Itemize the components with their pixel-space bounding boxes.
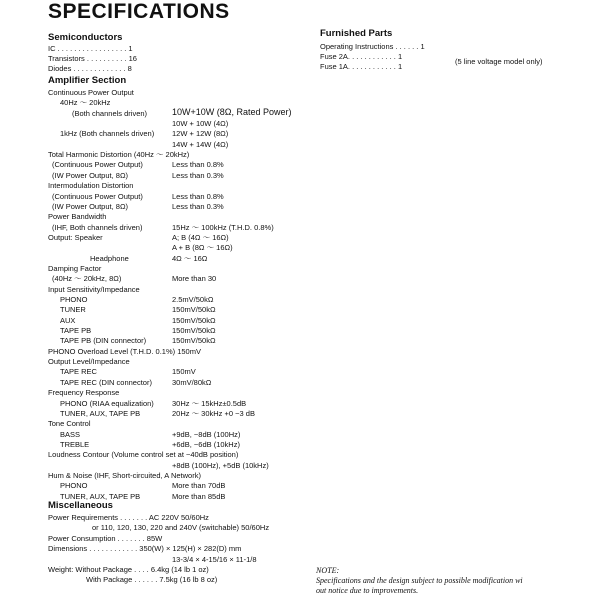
amplifier-spec-value: 150mV/50kΩ xyxy=(172,336,216,346)
amplifier-spec-value: 30mV/80kΩ xyxy=(172,377,212,387)
amplifier-spec-label: TAPE PB (DIN connector) xyxy=(60,336,147,346)
amplifier-spec-label: TUNER, AUX, TAPE PB xyxy=(60,408,141,418)
misc-spec-line: Weight: Without Package . . . . 6.4kg (14 lb 1 oz) xyxy=(48,565,209,574)
amplifier-spec-label: Tone Control xyxy=(48,419,91,429)
furnished-heading: Furnished Parts xyxy=(320,28,393,39)
amplifier-spec-value: 10W+10W (8Ω, Rated Power) xyxy=(172,106,292,117)
amplifier-spec-label: (40Hz ～ 20kHz, 8Ω) xyxy=(52,274,122,284)
amplifier-spec-label: (IW Power Output, 8Ω) xyxy=(52,201,129,211)
amplifier-spec-label: (Both channels driven) xyxy=(72,108,148,118)
amplifier-spec-value: 150mV/50kΩ xyxy=(172,315,216,325)
misc-spec-line: Dimensions . . . . . . . . . . . . 350(W) × 125(H) × 282(D) mm xyxy=(48,544,242,554)
amplifier-spec-label: 1kHz (Both channels driven) xyxy=(60,129,155,139)
misc-spec-line: With Package . . . . . . 7.5kg (16 lb 8 oz) xyxy=(86,575,218,585)
furnished-fuse-1a: Fuse 1A. . . . . . . . . . . . 1 xyxy=(320,62,403,71)
page-title: SPECIFICATIONS xyxy=(48,0,230,23)
amplifier-spec-label: BASS xyxy=(60,429,81,439)
semiconductor-transistors: Transistors . . . . . . . . . . 16 xyxy=(48,54,137,63)
amplifier-spec-value: More than 30 xyxy=(172,274,217,284)
amplifier-heading: Amplifier Section xyxy=(48,75,127,86)
furnished-fuse-2a: Fuse 2A. . . . . . . . . . . . 1 xyxy=(320,52,403,61)
amplifier-spec-label: TAPE REC (DIN connector) xyxy=(60,377,152,387)
amplifier-spec-label: Headphone xyxy=(90,253,129,263)
note-heading: NOTE: xyxy=(316,566,340,575)
amplifier-spec-label: PHONO (RIAA equalization) xyxy=(60,398,154,408)
amplifier-spec-label: Total Harmonic Distortion (40Hz ～ 20kHz) xyxy=(48,150,190,160)
amplifier-spec-label: Output: Speaker xyxy=(48,232,103,242)
misc-spec-line: or 110, 120, 130, 220 and 240V (switchable) 50/60Hz xyxy=(92,523,270,533)
amplifier-spec-value: 12W + 12W (8Ω) xyxy=(172,129,229,139)
amplifier-spec-value: Less than 0.3% xyxy=(172,201,224,211)
amplifier-spec-label: (IHF, Both channels driven) xyxy=(52,222,143,232)
amplifier-spec-value: 2.5mV/50kΩ xyxy=(172,295,214,304)
amplifier-spec-label: (Continuous Power Output) xyxy=(52,160,143,170)
amplifier-spec-label: TUNER xyxy=(60,305,86,315)
amplifier-spec-value: 20Hz ～ 30kHz +0 −3 dB xyxy=(172,408,255,418)
amplifier-spec-value: 150mV/50kΩ xyxy=(172,326,216,336)
amplifier-spec-value: More than 70dB xyxy=(172,481,226,491)
amplifier-spec-value: 14W + 14W (4Ω) xyxy=(172,139,229,149)
furnished-instructions: Operating Instructions . . . . . . 1 xyxy=(320,42,425,51)
amplifier-spec-value: 4Ω ～ 16Ω xyxy=(172,253,208,263)
amplifier-spec-label: Loudness Contour (Volume control set at −40dB position) xyxy=(48,450,239,460)
semiconductor-diodes: Diodes . . . . . . . . . . . . . 8 xyxy=(48,64,132,73)
amplifier-spec-label: 40Hz ～ 20kHz xyxy=(60,98,111,108)
amplifier-spec-value: Less than 0.8% xyxy=(172,160,224,170)
amplifier-spec-label: Frequency Response xyxy=(48,388,120,398)
fuse-note: (5 line voltage model only) xyxy=(455,57,543,66)
semiconductors-heading: Semiconductors xyxy=(48,32,123,43)
amplifier-spec-label: AUX xyxy=(60,315,76,325)
amplifier-spec-value: 10W + 10W (4Ω) xyxy=(172,119,229,129)
amplifier-spec-value: A + B (8Ω ～ 16Ω) xyxy=(172,243,233,253)
amplifier-spec-value: +9dB, −8dB (100Hz) xyxy=(172,429,241,439)
amplifier-spec-label: Input Sensitivity/Impedance xyxy=(48,284,140,294)
amplifier-spec-label: Continuous Power Output xyxy=(48,88,134,97)
amplifier-spec-label: TUNER, AUX, TAPE PB xyxy=(60,491,141,501)
amplifier-spec-value: Less than 0.8% xyxy=(172,191,224,201)
amplifier-spec-label: Intermodulation Distortion xyxy=(48,181,134,191)
amplifier-spec-value: Less than 0.3% xyxy=(172,170,224,180)
amplifier-spec-value: +6dB, −6dB (10kHz) xyxy=(172,439,240,449)
misc-spec-line: Power Consumption . . . . . . . 85W xyxy=(48,533,163,543)
amplifier-spec-label: TAPE REC xyxy=(60,367,97,377)
amplifier-spec-label: TAPE PB xyxy=(60,326,92,336)
amplifier-spec-label: (IW Power Output, 8Ω) xyxy=(52,170,129,180)
amplifier-spec-value: 30Hz ～ 15kHz±0.5dB xyxy=(172,398,247,408)
amplifier-spec-label: PHONO Overload Level (T.H.D. 0.1%) 150mV xyxy=(48,346,201,356)
amplifier-spec-label: Power Bandwidth xyxy=(48,212,107,222)
amplifier-spec-value: 15Hz ～ 100kHz (T.H.D. 0.8%) xyxy=(172,222,274,232)
amplifier-spec-value: 150mV/50kΩ xyxy=(172,305,216,315)
amplifier-spec-label: PHONO xyxy=(60,481,88,491)
semiconductor-ic: IC . . . . . . . . . . . . . . . . . 1 xyxy=(48,44,133,53)
amplifier-spec-value: A; B (4Ω ～ 16Ω) xyxy=(172,232,229,242)
amplifier-spec-value: +8dB (100Hz), +5dB (10kHz) xyxy=(172,460,269,470)
note-line-1: Specifications and the design subject to possible modification wi xyxy=(316,576,523,585)
misc-spec-line: 13-3/4 × 4-15/16 × 11-1/8 xyxy=(172,554,257,564)
amplifier-spec-label: Damping Factor xyxy=(48,263,102,273)
amplifier-spec-label: Hum & Noise (IHF, Short-circuited, A Network) xyxy=(48,470,201,480)
note-line-2: out notice due to improvements. xyxy=(316,586,419,595)
amplifier-spec-value: 150mV xyxy=(172,367,196,377)
amplifier-spec-label: TREBLE xyxy=(60,439,90,449)
amplifier-spec-label: (Continuous Power Output) xyxy=(52,191,143,201)
amplifier-spec-label: Output Level/Impedance xyxy=(48,357,130,367)
misc-spec-line: Power Requirements . . . . . . . AC 220V 50/60Hz xyxy=(48,513,209,522)
amplifier-spec-value: More than 85dB xyxy=(172,491,226,501)
misc-heading: Miscellaneous xyxy=(48,500,113,511)
amplifier-spec-label: PHONO xyxy=(60,295,88,304)
